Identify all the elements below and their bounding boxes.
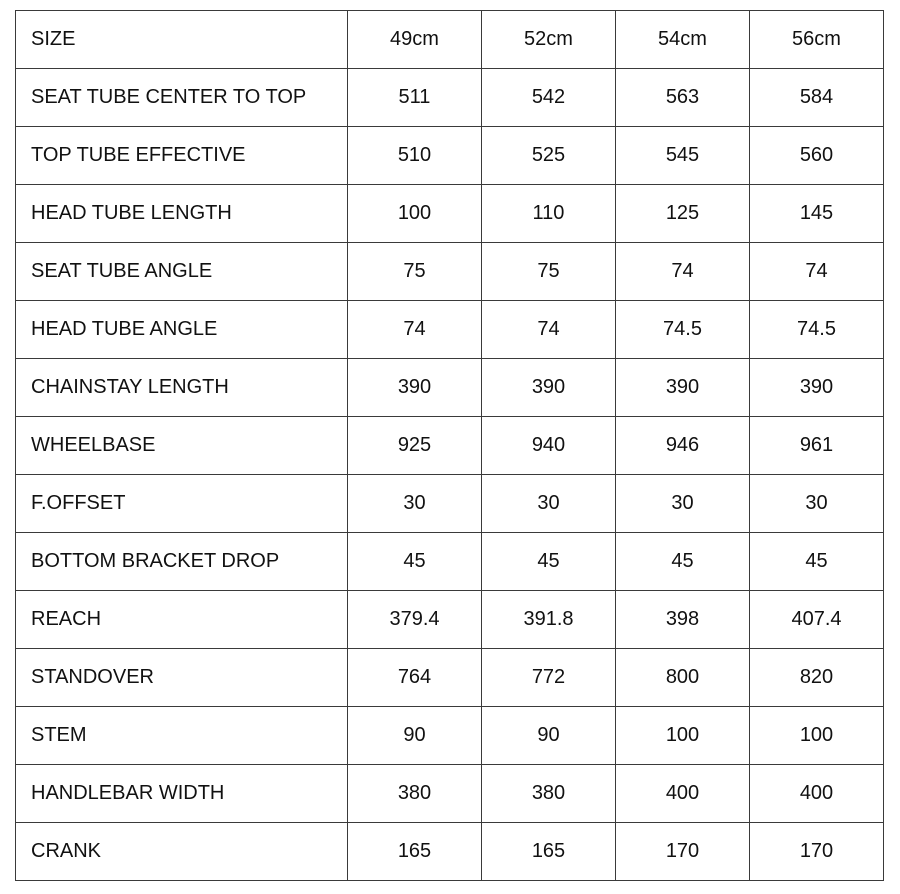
table-row — [16, 69, 884, 127]
row-label-cell: F.OFFSET — [16, 475, 348, 533]
row-value-cell: 30 — [482, 475, 616, 533]
row-value-cell: 940 — [482, 417, 616, 475]
row-value-cell: 165 — [348, 823, 482, 881]
row-value-cell: 74 — [348, 301, 482, 359]
row-value-cell: 380 — [482, 765, 616, 823]
row-value-cell: 110 — [482, 185, 616, 243]
row-value-cell: 90 — [348, 707, 482, 765]
row-label-cell: STANDOVER — [16, 649, 348, 707]
row-value-cell: 563 — [616, 69, 750, 127]
row-value-cell: 30 — [348, 475, 482, 533]
row-label-cell: HANDLEBAR WIDTH — [16, 765, 348, 823]
header-cell-54cm: 54cm — [616, 11, 750, 69]
row-label-cell: BOTTOM BRACKET DROP — [16, 533, 348, 591]
row-label-cell: STEM — [16, 707, 348, 765]
row-value-cell: 170 — [750, 823, 884, 881]
table-row — [16, 475, 884, 533]
row-value-cell: 764 — [348, 649, 482, 707]
table-row — [16, 823, 884, 881]
row-value-cell: 560 — [750, 127, 884, 185]
row-value-cell: 545 — [616, 127, 750, 185]
row-label-cell: SEAT TUBE CENTER TO TOP — [16, 69, 348, 127]
row-value-cell: 100 — [750, 707, 884, 765]
row-value-cell: 525 — [482, 127, 616, 185]
row-value-cell: 584 — [750, 69, 884, 127]
row-value-cell: 45 — [482, 533, 616, 591]
table-row — [16, 649, 884, 707]
row-value-cell: 379.4 — [348, 591, 482, 649]
row-label-cell: CRANK — [16, 823, 348, 881]
row-value-cell: 74 — [482, 301, 616, 359]
row-value-cell: 90 — [482, 707, 616, 765]
row-value-cell: 45 — [348, 533, 482, 591]
geometry-table-body — [16, 11, 884, 881]
row-label-cell: REACH — [16, 591, 348, 649]
row-value-cell: 961 — [750, 417, 884, 475]
row-value-cell: 390 — [482, 359, 616, 417]
header-cell-size: SIZE — [16, 11, 348, 69]
table-row — [16, 417, 884, 475]
row-value-cell: 74.5 — [750, 301, 884, 359]
row-value-cell: 391.8 — [482, 591, 616, 649]
table-row — [16, 127, 884, 185]
row-value-cell: 165 — [482, 823, 616, 881]
header-row — [16, 11, 884, 69]
row-value-cell: 390 — [750, 359, 884, 417]
row-value-cell: 800 — [616, 649, 750, 707]
table-row — [16, 185, 884, 243]
row-value-cell: 74 — [616, 243, 750, 301]
row-value-cell: 772 — [482, 649, 616, 707]
row-value-cell: 75 — [482, 243, 616, 301]
header-cell-56cm: 56cm — [750, 11, 884, 69]
row-value-cell: 74 — [750, 243, 884, 301]
table-row — [16, 359, 884, 417]
row-value-cell: 511 — [348, 69, 482, 127]
table-row — [16, 301, 884, 359]
row-value-cell: 398 — [616, 591, 750, 649]
row-value-cell: 170 — [616, 823, 750, 881]
row-label-cell: CHAINSTAY LENGTH — [16, 359, 348, 417]
header-cell-49cm: 49cm — [348, 11, 482, 69]
row-value-cell: 145 — [750, 185, 884, 243]
row-value-cell: 510 — [348, 127, 482, 185]
table-row — [16, 765, 884, 823]
table-row — [16, 591, 884, 649]
row-value-cell: 400 — [750, 765, 884, 823]
row-label-cell: TOP TUBE EFFECTIVE — [16, 127, 348, 185]
row-value-cell: 74.5 — [616, 301, 750, 359]
row-value-cell: 125 — [616, 185, 750, 243]
row-value-cell: 390 — [348, 359, 482, 417]
geometry-table — [15, 10, 884, 881]
row-value-cell: 100 — [616, 707, 750, 765]
row-value-cell: 390 — [616, 359, 750, 417]
row-label-cell: SEAT TUBE ANGLE — [16, 243, 348, 301]
row-label-cell: HEAD TUBE ANGLE — [16, 301, 348, 359]
header-cell-52cm: 52cm — [482, 11, 616, 69]
row-value-cell: 542 — [482, 69, 616, 127]
row-value-cell: 45 — [616, 533, 750, 591]
row-value-cell: 380 — [348, 765, 482, 823]
row-value-cell: 100 — [348, 185, 482, 243]
table-row — [16, 243, 884, 301]
row-label-cell: WHEELBASE — [16, 417, 348, 475]
row-label-cell: HEAD TUBE LENGTH — [16, 185, 348, 243]
table-row — [16, 533, 884, 591]
row-value-cell: 400 — [616, 765, 750, 823]
table-row — [16, 707, 884, 765]
row-value-cell: 30 — [616, 475, 750, 533]
row-value-cell: 45 — [750, 533, 884, 591]
row-value-cell: 925 — [348, 417, 482, 475]
row-value-cell: 30 — [750, 475, 884, 533]
row-value-cell: 946 — [616, 417, 750, 475]
row-value-cell: 75 — [348, 243, 482, 301]
row-value-cell: 820 — [750, 649, 884, 707]
row-value-cell: 407.4 — [750, 591, 884, 649]
